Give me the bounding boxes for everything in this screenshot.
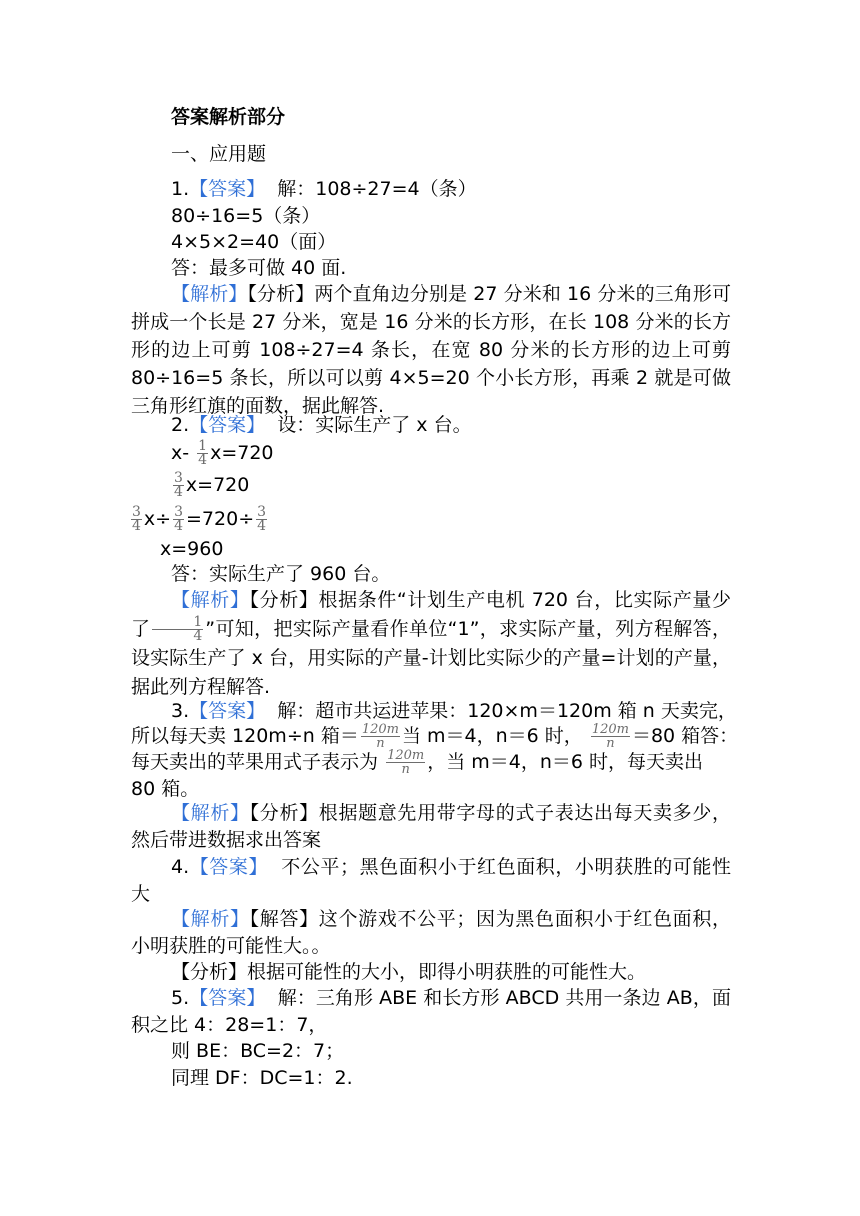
page-title: 答案解析部分 <box>171 106 286 128</box>
q2-line-5: 答：实际生产了 960 台。 <box>171 563 391 585</box>
analysis-tag: 【解析】 <box>171 802 250 824</box>
q2-explanation-text-b: ”可知，把实际产量看作单位“1”，求实际产量，列方程解答，设实际生产了 x 台，用实际的产量-计划比实际少的产量=计划的产量，据此列方程解答. <box>131 618 731 698</box>
q5-line-3: 同理 DF：DC=1：2. <box>171 1067 353 1089</box>
q5-line-2: 则 BE：BC=2：7； <box>171 1040 345 1062</box>
fraction-denominator: 4 <box>174 484 183 500</box>
fraction-numerator: 3 <box>257 504 267 520</box>
q1-answer-line <box>171 176 477 202</box>
fraction-denominator: n <box>376 736 385 751</box>
q3-number: 3. <box>171 700 190 722</box>
q3-line-3a: 每天卖出的苹果用式子表示为 <box>131 751 379 773</box>
q1-explanation <box>131 280 731 420</box>
answer-tag: 【答案】 <box>189 700 266 722</box>
q3-answer: 解：超市共运进苹果：120×m＝120m 箱 n 天卖完， <box>277 700 737 722</box>
q2-eq2-right: x=720 <box>185 474 250 496</box>
q3-line-2b: 当 m＝4，n＝6 时， <box>401 725 583 747</box>
q3-line-2 <box>131 723 738 750</box>
q2-number: 2. <box>171 414 190 436</box>
fraction-numerator: 1 <box>198 438 208 454</box>
q5-answer-line <box>131 985 731 1039</box>
q3-line-3 <box>131 749 703 776</box>
fraction-numerator: 3 <box>132 504 141 520</box>
section-heading: 一、应用题 <box>171 143 267 165</box>
q4-analysis: 【分析】根据可能性的大小，即得小明获胜的可能性大。 <box>171 961 647 983</box>
q2-eq1-right: x=720 <box>210 442 274 464</box>
fraction-numerator: 120m <box>591 722 629 737</box>
q3-explanation-text: 【分析】根据题意先用带字母的式子表达出每天卖多少，然后带进数据求出答案 <box>131 802 731 851</box>
answer-tag: 【答案】 <box>189 414 266 436</box>
analysis-tag: 【解析】 <box>171 908 250 930</box>
q2-explanation-text-a: 【分析】根据条件“计划生产电机 720 台，比实际产量少了 <box>131 589 731 640</box>
fraction-denominator: n <box>401 762 410 777</box>
fraction-one-quarter <box>152 616 203 643</box>
q3-line-2c: ＝80 箱答： <box>631 725 739 747</box>
answer-tag: 【答案】 <box>189 987 266 1009</box>
fraction-three-quarters <box>256 506 267 533</box>
q1-answer: 解：108÷27=4（条） <box>277 178 477 200</box>
q3-line-4: 80 箱。 <box>131 778 200 800</box>
q4-explanation <box>131 906 731 960</box>
fraction-120m-over-n <box>361 723 400 750</box>
fraction-numerator: 1 <box>152 616 203 630</box>
q2-equation-1 <box>171 440 274 467</box>
q4-number: 4. <box>171 856 190 878</box>
fraction-numerator: 3 <box>174 470 183 486</box>
fraction-three-quarters <box>131 506 142 533</box>
q4-explanation-text: 【解答】这个游戏不公平；因为黑色面积小于红色面积，小明获胜的可能性大。。 <box>131 908 731 957</box>
q1-line-2: 80÷16=5（条） <box>171 205 321 227</box>
q2-equation-2 <box>171 472 249 499</box>
fraction-denominator: 4 <box>193 628 203 644</box>
q3-explanation <box>131 800 731 854</box>
fraction-three-quarters <box>173 506 184 533</box>
analysis-tag: 【解析】 <box>171 283 248 305</box>
fraction-denominator: 4 <box>174 518 184 534</box>
q3-line-3b: ，当 m＝4，n＝6 时，每天卖出 <box>427 751 704 773</box>
analysis-tag: 【解析】 <box>171 589 250 611</box>
fraction-denominator: 4 <box>132 518 141 534</box>
q2-equation-3 <box>129 506 269 533</box>
q2-eq3-mid: =720÷ <box>186 508 255 530</box>
fraction-three-quarters <box>173 472 184 499</box>
q2-answer: 设：实际生产了 x 台。 <box>277 414 472 436</box>
q2-answer-line <box>171 412 472 438</box>
q5-answer: 解：三角形 ABE 和长方形 ABCD 共用一条边 AB，面积之比 4：28=1：7， <box>131 987 731 1036</box>
fraction-numerator: 120m <box>361 722 399 737</box>
fraction-one-quarter <box>197 440 208 467</box>
fraction-denominator: n <box>606 736 615 751</box>
fraction-denominator: 4 <box>198 452 208 468</box>
fraction-numerator: 3 <box>174 504 184 520</box>
answer-tag: 【答案】 <box>189 856 269 878</box>
q1-line-4: 答：最多可做 40 面. <box>171 257 347 279</box>
q2-eq1-left: x- <box>171 442 190 464</box>
q1-explanation-text: 【分析】两个直角边分别是 27 分米和 16 分米的三角形可拼成一个长是 27 分米，宽是 16 分米的长方形，在长 108 分米的长方形的边上可剪 108÷27=4 条长，在宽 80 分米的长方形的边上可剪 80÷16=5 条长，所以可以剪 4×5=20 个小长方形，再乘 2 就是可做三角形红旗的面数，据此解答. <box>131 283 731 417</box>
fraction-120m-over-n <box>386 749 425 776</box>
q2-equation-4: x=960 <box>160 538 224 560</box>
q2-eq3-left: x÷ <box>143 508 172 530</box>
fraction-denominator: 4 <box>257 518 267 534</box>
q4-answer: 不公平；黑色面积小于红色面积，小明获胜的可能性大 <box>131 856 731 905</box>
answer-tag: 【答案】 <box>189 178 266 200</box>
q4-answer-line <box>131 854 731 908</box>
q1-line-3: 4×5×2=40（面） <box>171 231 337 253</box>
q3-answer-line <box>171 698 737 724</box>
q1-number: 1. <box>171 178 190 200</box>
fraction-120m-over-n <box>591 723 630 750</box>
q5-number: 5. <box>171 987 190 1009</box>
q3-line-2a: 所以每天卖 120m÷n 箱＝ <box>131 725 359 747</box>
fraction-numerator: 120m <box>387 748 425 763</box>
q2-explanation <box>131 586 731 702</box>
